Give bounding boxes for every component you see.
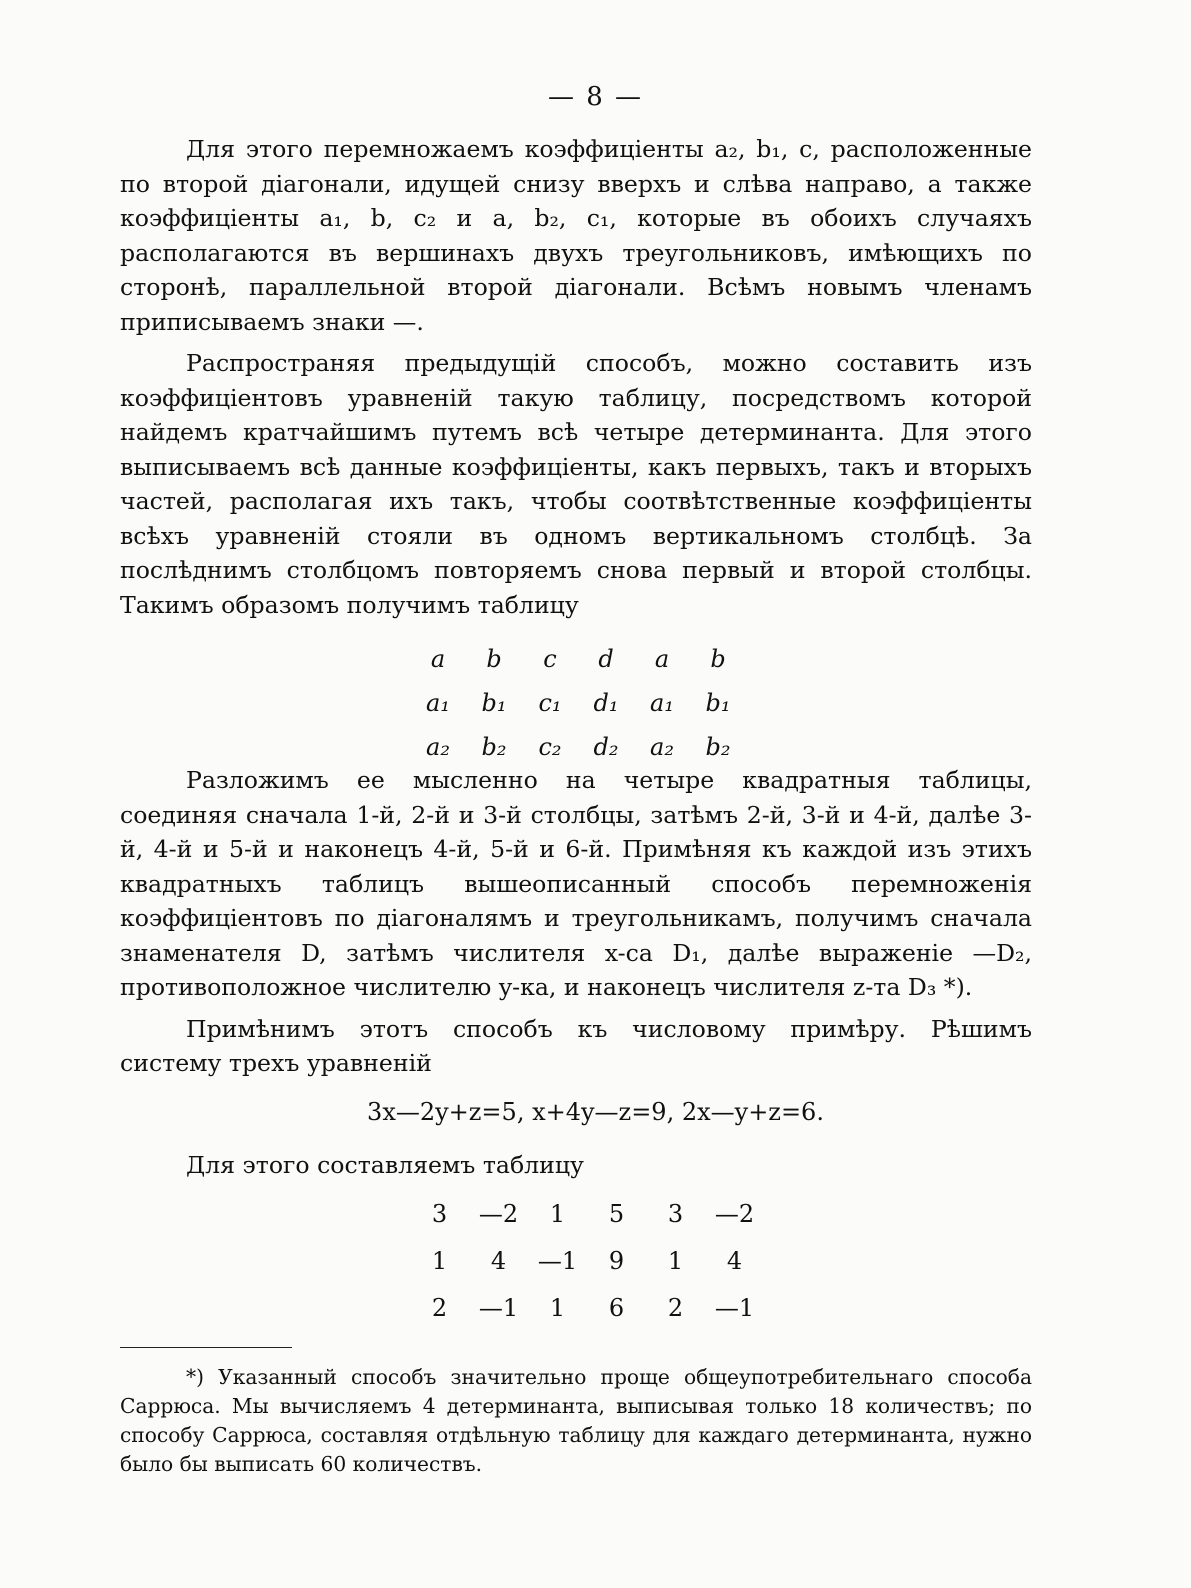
number-table-cell: 1 <box>431 1246 448 1275</box>
letter-table-cell: b₂ <box>705 733 731 761</box>
letter-table-cell: d <box>598 645 614 673</box>
paragraph-4: Примѣнимъ этотъ способъ къ числовому примѣру. Рѣшимъ систему трехъ уравненій <box>120 1014 1032 1077</box>
letter-table-cell: b₁ <box>705 689 731 717</box>
number-table-cell: 1 <box>667 1246 684 1275</box>
letter-table-cell: b <box>710 645 726 673</box>
letter-table-cell: d₂ <box>593 733 619 761</box>
letter-table-cell: b₁ <box>481 689 507 717</box>
number-table-cell: 9 <box>608 1246 625 1275</box>
number-table-cell: —1 <box>714 1293 755 1322</box>
number-table-row <box>410 1237 764 1284</box>
number-table-cell: 1 <box>549 1293 566 1322</box>
footnote <box>120 1363 1032 1479</box>
letter-table-cell: a₁ <box>426 689 450 717</box>
number-table-cell: 4 <box>726 1246 743 1275</box>
letter-table-row <box>410 637 746 681</box>
number-table-cell: 3 <box>431 1199 448 1228</box>
paragraph-3: Разложимъ ее мысленно на четыре квадратныя таблицы, соединяя сначала 1-й, 2-й и 3-й столбцы, затѣмъ 2-й, 3-й и 4-й, далѣе 3-й, 4-й и 5-й и наконецъ 4-й, 5-й и 6-й. Примѣняя къ каждой изъ этихъ квадратныхъ таблицъ вышеописанный способъ перемноженія коэффиціентовъ по діагоналямъ и треугольникамъ, получимъ сначала знаменателя D, затѣмъ числителя x-са D₁, далѣе выраженіе —D₂, противоположное числителю y-ка, и наконецъ числителя z-та D₃ *). <box>120 766 1032 1001</box>
number-table-cell: 3 <box>667 1199 684 1228</box>
letter-table-cell: a₂ <box>426 733 450 761</box>
coefficient-number-table <box>410 1190 764 1331</box>
number-table-cell: 6 <box>608 1293 625 1322</box>
number-table-cell: —1 <box>537 1246 578 1275</box>
letter-table-cell: a₁ <box>650 689 674 717</box>
number-table-cell: —2 <box>478 1199 519 1228</box>
number-table-cell: 1 <box>549 1199 566 1228</box>
number-table-cell: 2 <box>431 1293 448 1322</box>
table-intro-text: Для этого составляемъ таблицу <box>186 1151 584 1179</box>
page-number: — 8 — <box>547 82 644 112</box>
body-text <box>120 132 1032 622</box>
coefficient-letter-table <box>410 637 746 769</box>
letter-table-cell: a <box>654 645 670 673</box>
number-table-cell: —1 <box>478 1293 519 1322</box>
body-text-continued <box>120 763 1032 1081</box>
number-table-cell: 2 <box>667 1293 684 1322</box>
letter-table-cell: c₂ <box>538 733 562 761</box>
footnote-text: *) Указанный способъ значительно проще общеупотребительнаго способа Саррюса. Мы вычисляемъ 4 детерминанта, выписывая только 18 количествъ; по способу Саррюса, составляя отдѣльную таблицу для каждаго детерминанта, нужно было бы выписать 60 количествъ. <box>120 1365 1032 1476</box>
letter-table-cell: a₂ <box>650 733 674 761</box>
equation-system: 3x—2y+z=5, x+4y—z=9, 2x—y+z=6. <box>367 1098 824 1126</box>
number-table-row <box>410 1190 764 1237</box>
letter-table-cell: d₁ <box>593 689 619 717</box>
number-table-cell: 5 <box>608 1199 625 1228</box>
letter-table-cell: c <box>543 645 557 673</box>
letter-table-cell: c₁ <box>538 689 562 717</box>
number-table-cell: —2 <box>714 1199 755 1228</box>
letter-table-cell: b <box>486 645 502 673</box>
number-table-cell: 4 <box>490 1246 507 1275</box>
paragraph-1: Для этого перемножаемъ коэффиціенты a₂, b₁, c, расположенные по второй діагонали, идущей снизу вверхъ и слѣва направо, а также коэффиціенты a₁, b, c₂ и a, b₂, c₁, которые въ обоихъ случаяхъ располагаются въ вершинахъ двухъ треугольниковъ, имѣющихъ по сторонѣ, параллельной второй діагонали. Всѣмъ новымъ членамъ приписываемъ знаки —. <box>120 135 1032 336</box>
letter-table-row <box>410 681 746 725</box>
letter-table-cell: b₂ <box>481 733 507 761</box>
number-table-row <box>410 1284 764 1331</box>
footnote-divider <box>120 1347 292 1348</box>
paragraph-2: Распространяя предыдущій способъ, можно составить изъ коэффиціентовъ уравненій такую таблицу, посредствомъ которой найдемъ кратчайшимъ путемъ всѣ четыре детерминанта. Для этого выписываемъ всѣ данные коэффиціенты, какъ первыхъ, такъ и вторыхъ частей, располагая ихъ такъ, чтобы соотвѣтственные коэффиціенты всѣхъ уравненій стояли въ одномъ вертикальномъ столбцѣ. За послѣднимъ столбцомъ повторяемъ снова первый и второй столбцы. Такимъ образомъ получимъ таблицу <box>120 349 1032 619</box>
letter-table-cell: a <box>430 645 446 673</box>
